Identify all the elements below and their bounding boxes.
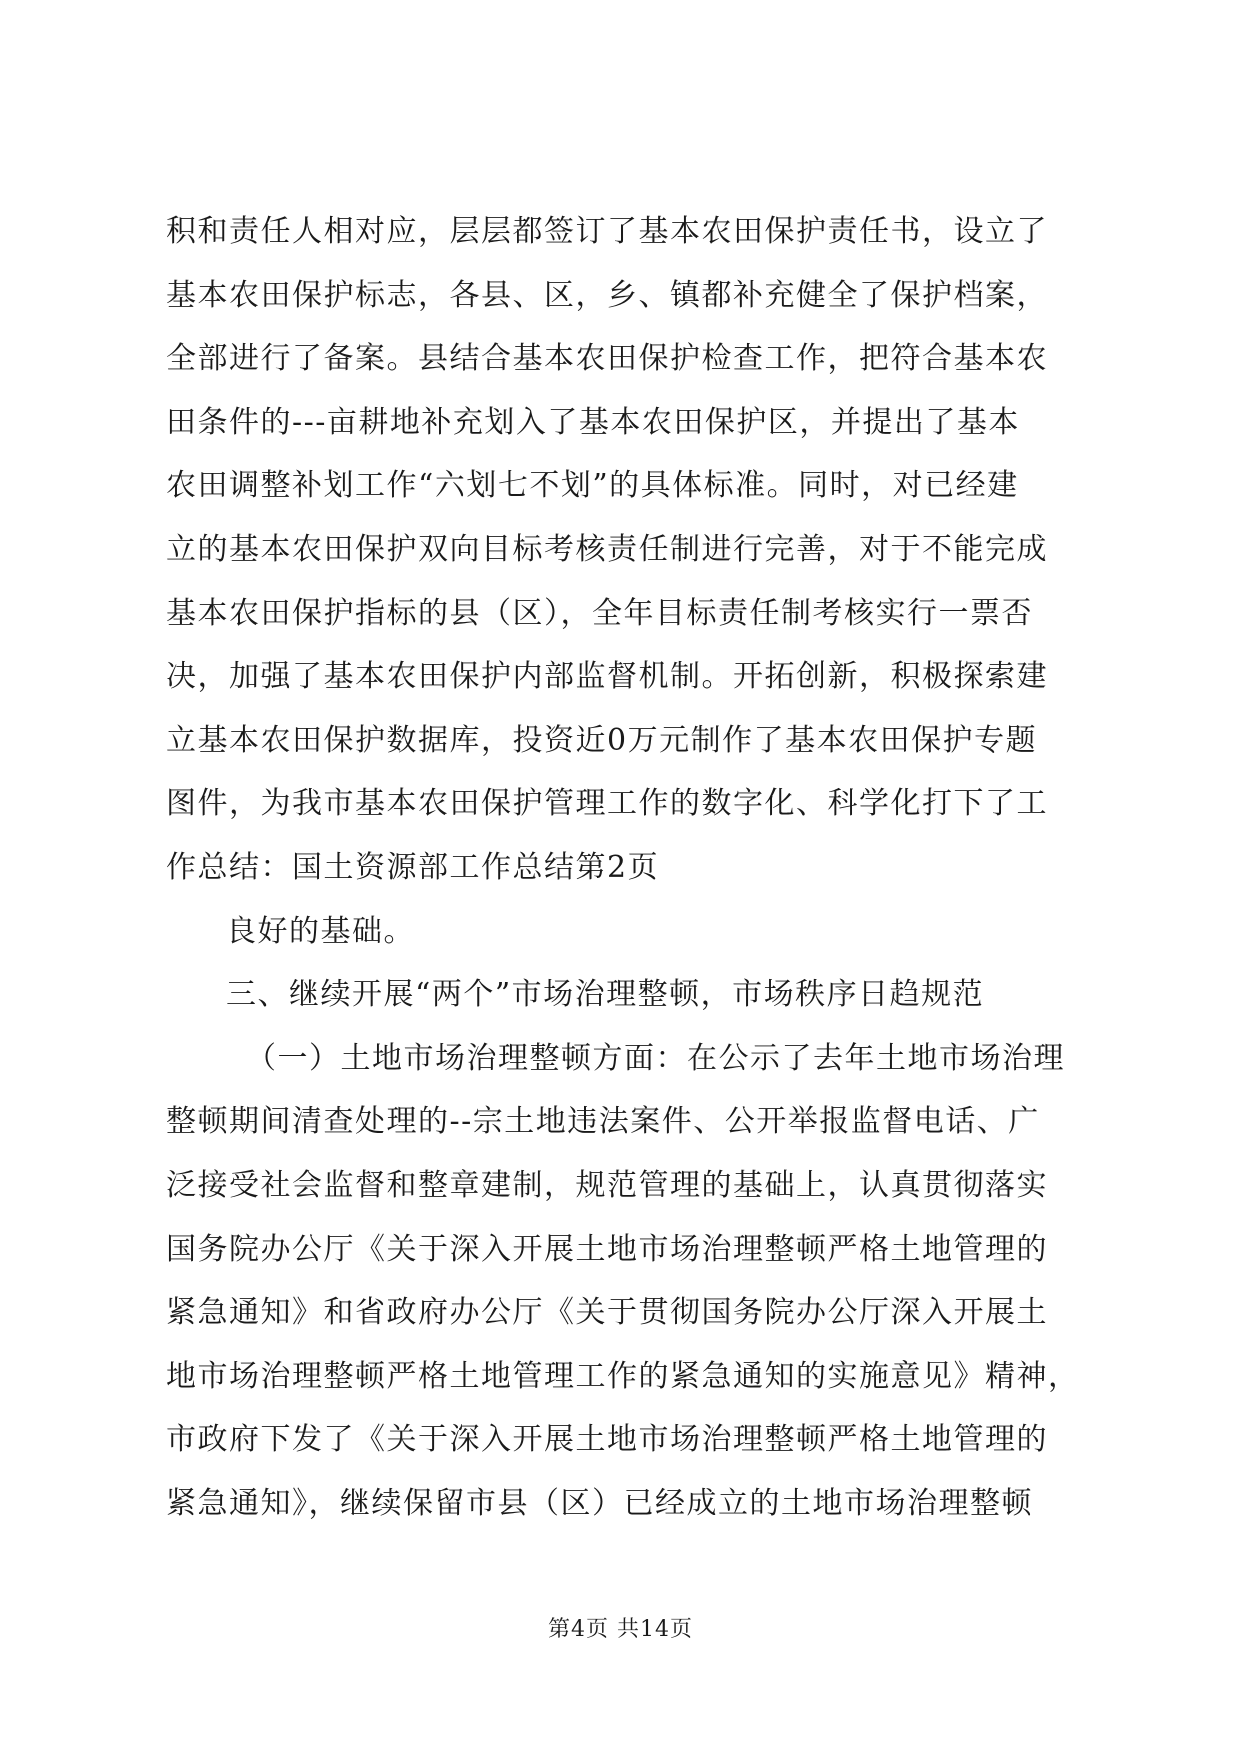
text-line-20: 市政府下发了《关于深入开展土地市场治理整顿严格土地管理的	[166, 1422, 1048, 1458]
text-line-15: 整顿期间清查处理的--宗土地违法案件、公开举报监督电话、广	[166, 1104, 1040, 1140]
text-line-7: 基本农田保护指标的县（区），全年目标责任制考核实行一票否	[166, 595, 1033, 631]
text-line-17: 国务院办公厅《关于深入开展土地市场治理整顿严格土地管理的	[166, 1231, 1048, 1267]
body-text	[166, 200, 1086, 1535]
text-line-2: 基本农田保护标志，各县、区，乡、镇都补充健全了保护档案，	[166, 277, 1048, 313]
text-line-4: 田条件的---亩耕地补充划入了基本农田保护区，并提出了基本	[166, 404, 1020, 440]
page-footer: 第4页 共14页	[548, 1617, 693, 1642]
text-line-21: 紧急通知》，继续保留市县（区）已经成立的土地市场治理整顿	[166, 1485, 1033, 1521]
text-line-14: （一）土地市场治理整顿方面：在公示了去年土地市场治理	[246, 1040, 1065, 1076]
text-line-11: 作总结：国土资源部工作总结第2页	[166, 849, 660, 885]
text-line-1: 积和责任人相对应，层层都签订了基本农田保护责任书，设立了	[166, 214, 1048, 249]
text-line-10: 图件，为我市基本农田保护管理工作的数字化、科学化打下了工	[166, 786, 1048, 822]
section-heading: 三、继续开展“两个”市场治理整顿，市场秩序日趋规范	[226, 977, 985, 1013]
text-line-5: 农田调整补划工作“六划七不划”的具体标准。同时，对已经建	[166, 468, 1019, 504]
text-line-19: 地市场治理整顿严格土地管理工作的紧急通知的实施意见》精神，	[166, 1358, 1080, 1394]
text-line-18: 紧急通知》和省政府办公厅《关于贯彻国务院办公厅深入开展土	[166, 1295, 1048, 1331]
text-line-8: 决，加强了基本农田保护内部监督机制。开拓创新，积极探索建	[166, 659, 1048, 695]
text-line-9: 立基本农田保护数据库，投资近0万元制作了基本农田保护专题	[166, 722, 1038, 758]
text-line-12: 良好的基础。	[226, 913, 415, 949]
text-line-3: 全部进行了备案。县结合基本农田保护检查工作，把符合基本农	[166, 341, 1048, 377]
text-line-16: 泛接受社会监督和整章建制，规范管理的基础上，认真贯彻落实	[166, 1167, 1048, 1203]
text-line-6: 立的基本农田保护双向目标考核责任制进行完善，对于不能完成	[166, 531, 1048, 567]
